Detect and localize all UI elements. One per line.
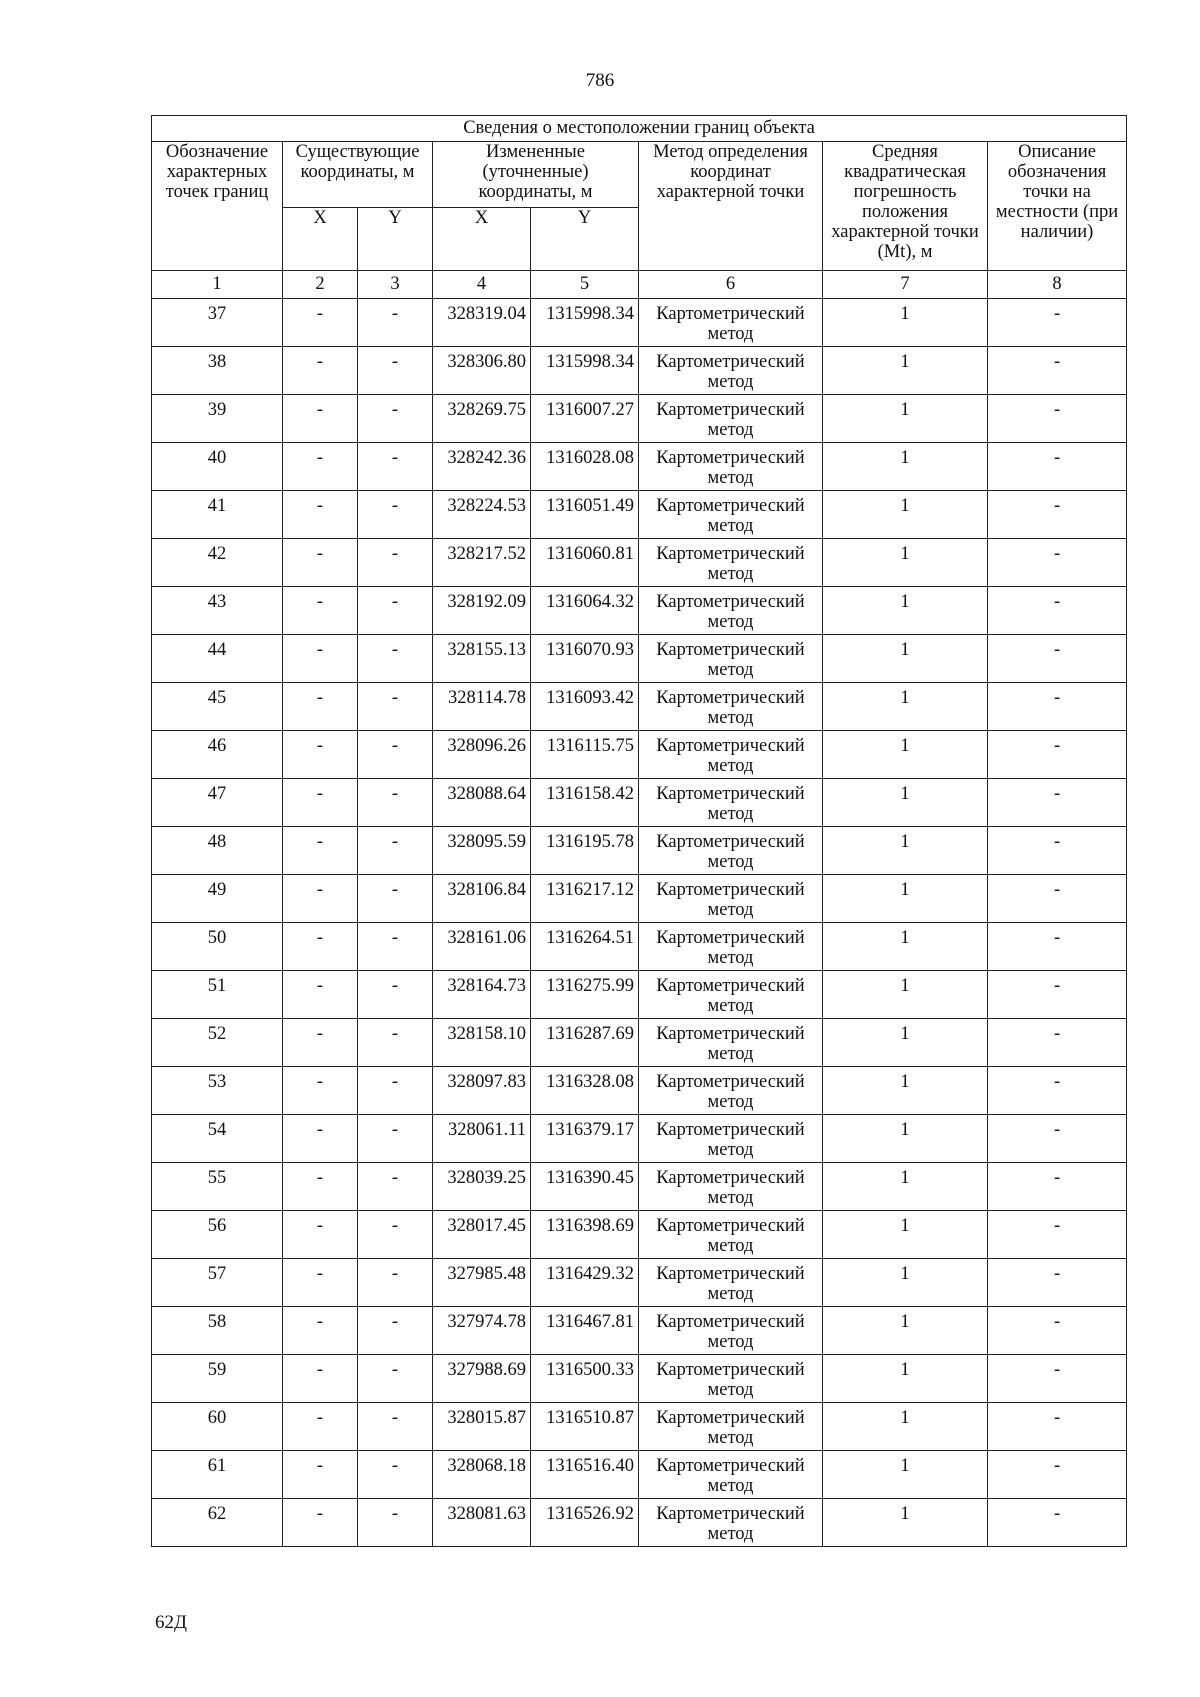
column-number: 7 [823,271,988,299]
cell-method: Картометрический метод [639,1451,823,1499]
cell-x: 328224.53 [433,491,531,539]
cell-mean-error: 1 [823,779,988,827]
cell-mean-error: 1 [823,539,988,587]
cell-existing-y: - [358,395,433,443]
table-row [152,1067,1127,1115]
table-row [152,491,1127,539]
cell-y: 1316328.08 [531,1067,639,1115]
cell-y: 1316526.92 [531,1499,639,1547]
cell-mean-error: 1 [823,347,988,395]
cell-description: - [988,539,1127,587]
cell-method: Картометрический метод [639,1019,823,1067]
cell-x: 328015.87 [433,1403,531,1451]
cell-x: 328106.84 [433,875,531,923]
table-row [152,1115,1127,1163]
cell-description: - [988,923,1127,971]
cell-existing-y: - [358,1403,433,1451]
cell-existing-y: - [358,923,433,971]
cell-y: 1316287.69 [531,1019,639,1067]
cell-mean-error: 1 [823,1067,988,1115]
cell-method: Картометрический метод [639,443,823,491]
cell-existing-y: - [358,1067,433,1115]
cell-method: Картометрический метод [639,1403,823,1451]
cell-y: 1316070.93 [531,635,639,683]
cell-x: 328306.80 [433,347,531,395]
cell-x: 328096.26 [433,731,531,779]
cell-method: Картометрический метод [639,587,823,635]
cell-mean-error: 1 [823,1355,988,1403]
column-number: 5 [531,271,639,299]
cell-existing-x: - [283,1115,358,1163]
cell-existing-x: - [283,587,358,635]
column-number: 2 [283,271,358,299]
footer-code: 62Д [155,1612,187,1633]
cell-existing-y: - [358,731,433,779]
cell-existing-y: - [358,299,433,347]
cell-mean-error: 1 [823,1403,988,1451]
cell-existing-x: - [283,635,358,683]
cell-mean-error: 1 [823,443,988,491]
table-row [152,1403,1127,1451]
cell-description: - [988,971,1127,1019]
cell-y: 1316064.32 [531,587,639,635]
cell-existing-x: - [283,1499,358,1547]
cell-x: 328242.36 [433,443,531,491]
table-row [152,1355,1127,1403]
cell-description: - [988,587,1127,635]
cell-description: - [988,1307,1127,1355]
cell-description: - [988,875,1127,923]
cell-point-id: 42 [152,539,283,587]
header-existing-coords: Существующие координаты, м [283,142,433,208]
cell-existing-x: - [283,1307,358,1355]
cell-x: 328097.83 [433,1067,531,1115]
cell-x: 328192.09 [433,587,531,635]
cell-method: Картометрический метод [639,1307,823,1355]
header-changed-x: X [433,208,531,271]
header-existing-y: Y [358,208,433,271]
cell-mean-error: 1 [823,299,988,347]
cell-method: Картометрический метод [639,731,823,779]
cell-existing-x: - [283,1019,358,1067]
cell-point-id: 53 [152,1067,283,1115]
cell-method: Картометрический метод [639,395,823,443]
cell-description: - [988,1211,1127,1259]
header-mean-error: Средняя квадратическая погрешность положения характерной точки (Mt), м [823,142,988,271]
cell-existing-x: - [283,443,358,491]
cell-y: 1316510.87 [531,1403,639,1451]
table-title: Сведения о местоположении границ объекта [152,116,1127,142]
column-number: 6 [639,271,823,299]
cell-x: 328061.11 [433,1115,531,1163]
cell-existing-y: - [358,635,433,683]
cell-method: Картометрический метод [639,347,823,395]
cell-description: - [988,1451,1127,1499]
header-existing-x: X [283,208,358,271]
cell-description: - [988,395,1127,443]
cell-x: 328155.13 [433,635,531,683]
cell-y: 1316007.27 [531,395,639,443]
cell-x: 328081.63 [433,1499,531,1547]
cell-description: - [988,1259,1127,1307]
cell-point-id: 37 [152,299,283,347]
cell-existing-y: - [358,875,433,923]
cell-mean-error: 1 [823,491,988,539]
cell-x: 328017.45 [433,1211,531,1259]
cell-method: Картометрический метод [639,827,823,875]
cell-x: 328068.18 [433,1451,531,1499]
table-row [152,731,1127,779]
cell-mean-error: 1 [823,971,988,1019]
cell-x: 328269.75 [433,395,531,443]
cell-y: 1316429.32 [531,1259,639,1307]
cell-existing-x: - [283,923,358,971]
cell-method: Картометрический метод [639,1163,823,1211]
cell-point-id: 62 [152,1499,283,1547]
cell-description: - [988,491,1127,539]
cell-x: 328158.10 [433,1019,531,1067]
cell-y: 1315998.34 [531,299,639,347]
table-row [152,1163,1127,1211]
table-row [152,299,1127,347]
cell-mean-error: 1 [823,635,988,683]
cell-y: 1316390.45 [531,1163,639,1211]
cell-existing-y: - [358,683,433,731]
table-row [152,539,1127,587]
cell-existing-x: - [283,395,358,443]
cell-description: - [988,1163,1127,1211]
column-number: 8 [988,271,1127,299]
cell-description: - [988,731,1127,779]
table-row [152,443,1127,491]
cell-method: Картометрический метод [639,1211,823,1259]
cell-existing-y: - [358,1451,433,1499]
cell-point-id: 49 [152,875,283,923]
header-changed-coords: Измененные (уточненные) координаты, м [433,142,639,208]
cell-mean-error: 1 [823,1019,988,1067]
cell-mean-error: 1 [823,1115,988,1163]
cell-point-id: 38 [152,347,283,395]
cell-existing-y: - [358,1019,433,1067]
page-number: 786 [585,70,615,91]
table-row [152,1499,1127,1547]
cell-existing-y: - [358,1307,433,1355]
cell-mean-error: 1 [823,1307,988,1355]
cell-y: 1316275.99 [531,971,639,1019]
cell-description: - [988,1403,1127,1451]
cell-x: 328095.59 [433,827,531,875]
column-number: 4 [433,271,531,299]
cell-mean-error: 1 [823,1163,988,1211]
cell-x: 328088.64 [433,779,531,827]
cell-method: Картометрический метод [639,1259,823,1307]
header-point-designation: Обозначение характерных точек границ [152,142,283,271]
cell-existing-x: - [283,827,358,875]
cell-method: Картометрический метод [639,875,823,923]
column-number: 3 [358,271,433,299]
header-description: Описание обозначения точки на местности (при наличии) [988,142,1127,271]
cell-existing-x: - [283,971,358,1019]
cell-method: Картометрический метод [639,635,823,683]
cell-point-id: 50 [152,923,283,971]
cell-point-id: 56 [152,1211,283,1259]
header-method: Метод определения координат характерной точки [639,142,823,271]
cell-description: - [988,1499,1127,1547]
cell-existing-y: - [358,1211,433,1259]
cell-existing-x: - [283,875,358,923]
cell-description: - [988,443,1127,491]
cell-mean-error: 1 [823,683,988,731]
cell-existing-x: - [283,1163,358,1211]
table-row [152,827,1127,875]
table-row [152,923,1127,971]
cell-method: Картометрический метод [639,491,823,539]
cell-y: 1316051.49 [531,491,639,539]
cell-existing-y: - [358,971,433,1019]
cell-existing-x: - [283,1067,358,1115]
cell-point-id: 55 [152,1163,283,1211]
cell-mean-error: 1 [823,1451,988,1499]
cell-method: Картометрический метод [639,971,823,1019]
cell-method: Картометрический метод [639,1355,823,1403]
cell-y: 1316379.17 [531,1115,639,1163]
cell-existing-y: - [358,539,433,587]
cell-mean-error: 1 [823,587,988,635]
cell-point-id: 51 [152,971,283,1019]
table-row [152,1259,1127,1307]
cell-point-id: 40 [152,443,283,491]
cell-existing-y: - [358,491,433,539]
cell-existing-x: - [283,1451,358,1499]
cell-point-id: 58 [152,1307,283,1355]
cell-y: 1316500.33 [531,1355,639,1403]
cell-method: Картометрический метод [639,779,823,827]
cell-point-id: 43 [152,587,283,635]
cell-x: 328114.78 [433,683,531,731]
cell-description: - [988,827,1127,875]
cell-existing-x: - [283,539,358,587]
cell-x: 328217.52 [433,539,531,587]
cell-x: 328039.25 [433,1163,531,1211]
cell-method: Картометрический метод [639,1499,823,1547]
cell-mean-error: 1 [823,1499,988,1547]
cell-y: 1316467.81 [531,1307,639,1355]
cell-point-id: 54 [152,1115,283,1163]
cell-point-id: 45 [152,683,283,731]
cell-point-id: 44 [152,635,283,683]
table-row [152,1211,1127,1259]
column-number: 1 [152,271,283,299]
cell-existing-y: - [358,347,433,395]
cell-existing-y: - [358,827,433,875]
cell-point-id: 41 [152,491,283,539]
table-row [152,875,1127,923]
cell-method: Картометрический метод [639,1067,823,1115]
cell-existing-y: - [358,443,433,491]
cell-mean-error: 1 [823,923,988,971]
cell-point-id: 59 [152,1355,283,1403]
cell-existing-x: - [283,491,358,539]
cell-existing-x: - [283,1211,358,1259]
cell-point-id: 46 [152,731,283,779]
cell-method: Картометрический метод [639,539,823,587]
cell-y: 1316060.81 [531,539,639,587]
cell-x: 328319.04 [433,299,531,347]
cell-point-id: 39 [152,395,283,443]
cell-y: 1316516.40 [531,1451,639,1499]
cell-description: - [988,1019,1127,1067]
cell-method: Картометрический метод [639,923,823,971]
cell-y: 1316398.69 [531,1211,639,1259]
cell-y: 1316093.42 [531,683,639,731]
table-row [152,1307,1127,1355]
cell-description: - [988,779,1127,827]
cell-x: 327988.69 [433,1355,531,1403]
table-row [152,587,1127,635]
cell-existing-x: - [283,299,358,347]
table-row [152,1451,1127,1499]
cell-existing-y: - [358,587,433,635]
cell-mean-error: 1 [823,875,988,923]
cell-y: 1316028.08 [531,443,639,491]
cell-existing-x: - [283,1355,358,1403]
cell-y: 1316158.42 [531,779,639,827]
cell-y: 1316115.75 [531,731,639,779]
table-row [152,971,1127,1019]
table-row [152,347,1127,395]
boundary-coordinates-table [151,115,1127,1547]
cell-x: 327974.78 [433,1307,531,1355]
cell-existing-x: - [283,347,358,395]
cell-mean-error: 1 [823,1259,988,1307]
cell-mean-error: 1 [823,827,988,875]
cell-description: - [988,1067,1127,1115]
cell-point-id: 61 [152,1451,283,1499]
cell-existing-x: - [283,1259,358,1307]
table-row [152,779,1127,827]
cell-x: 328164.73 [433,971,531,1019]
cell-existing-y: - [358,1355,433,1403]
cell-existing-y: - [358,1115,433,1163]
cell-mean-error: 1 [823,1211,988,1259]
cell-existing-x: - [283,731,358,779]
table-row [152,395,1127,443]
cell-x: 328161.06 [433,923,531,971]
cell-method: Картометрический метод [639,683,823,731]
cell-y: 1316217.12 [531,875,639,923]
cell-description: - [988,347,1127,395]
table-row [152,1019,1127,1067]
cell-mean-error: 1 [823,395,988,443]
cell-point-id: 57 [152,1259,283,1307]
cell-y: 1316195.78 [531,827,639,875]
cell-y: 1316264.51 [531,923,639,971]
cell-point-id: 60 [152,1403,283,1451]
cell-existing-y: - [358,779,433,827]
cell-description: - [988,299,1127,347]
cell-method: Картометрический метод [639,1115,823,1163]
table-row [152,635,1127,683]
cell-description: - [988,1115,1127,1163]
cell-point-id: 52 [152,1019,283,1067]
cell-existing-y: - [358,1259,433,1307]
cell-existing-x: - [283,683,358,731]
cell-point-id: 48 [152,827,283,875]
cell-description: - [988,683,1127,731]
header-changed-y: Y [531,208,639,271]
table-row [152,683,1127,731]
cell-y: 1315998.34 [531,347,639,395]
cell-description: - [988,635,1127,683]
cell-description: - [988,1355,1127,1403]
cell-existing-x: - [283,779,358,827]
cell-method: Картометрический метод [639,299,823,347]
cell-x: 327985.48 [433,1259,531,1307]
cell-mean-error: 1 [823,731,988,779]
cell-existing-y: - [358,1499,433,1547]
cell-existing-x: - [283,1403,358,1451]
cell-point-id: 47 [152,779,283,827]
cell-existing-y: - [358,1163,433,1211]
